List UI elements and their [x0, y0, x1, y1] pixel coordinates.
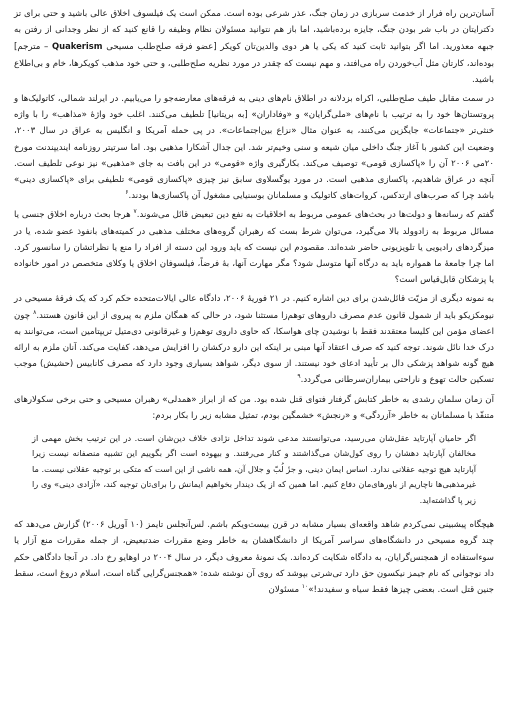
paragraph-2: در سمت مقابل طیف صلح‌طلبی، اکراه بزدلانه در اطلاق نام‌های دینی به فرقه‌های معارضه‌جو را می‌یابیم. در ایرلند شمالی، کاتولیک‌ها و پروتستان‌ها خود را به ترتیب با نام‌های «ملی‌گرایان» و «وفاداران» [به بریتانیا] تلطیف می‌کنند. اغلب خود واژهٔ «مذاهب» را با واژه خنثی‌تر «جتماعات» جایگزین می‌کنند، به عنوان مثال «نزاع بین‌اجتماعات». در پی حمله آمریکا و انگلیس به عراق در سال ۲۰۰۳، وضعیت این کشور با آغاز جنگ داخلی میان شیعه و سنی وخیم‌تر شد. این جدال آشکارا مذهبی بود. اما سرتیتر روزنامه ایندیپندنت مورخ ۲۰می ۲۰۰۶ آن را «پاکسازی قومی» توصیف می‌کند. بکارگیری واژه «قومی» در این بافت به جای «مذهبی» نیز نوعی تلطیف است. آنچه در عراق شاهدیم، پاکسازی مذهبی است. در مورد یوگسلاوی سابق نیز چیزی «پاکسازی قومی» تلطیفی برای «پاکسازی دینی» باشد چرا که صرب‌های ارتدکس، کروات‌های کاتولیک و مسلمانان بوسنیایی مشغول آن پاکسازی‌ها بودند.$^۶$ — [14, 94, 494, 202]
footnote-marker: ۱۰ — [301, 583, 309, 591]
paragraph-3: گفتم که رسانه‌ها و دولت‌ها در بحث‌های عمومی مربوط به اخلاقیات به نفع دین تبعیض قائل می‌شوند.$^۷$ هرجا بحث درباره اخلاق جنسی یا مسائل مربوط به زادوولد بالا می‌گیرد، می‌توان شرط بست که رهبران گروه‌های مختلف مذهبی در کمیته‌های بانفوذ عضو شده، یا در میزگردهای رادیویی یا تلویزیونی حاضر شده‌اند. مقصودم این نیست که باید ورود این دسته از افراد را منع یا نظراتشان را سانسور کرد. اما چرا جامعهٔ ما همواره باید به درگاه آنها متوسل شود؟ مگر مهارت آنها، بهٔ فرضاً، فیلسوفان اخلاق یا وکلای متخصص در امور خانواده یا پزشکان قابل‌قیاس است؟ — [14, 208, 494, 286]
quakerism-term: Quakerism — [52, 41, 103, 52]
paragraph-4: به نمونه دیگری از مزیّت قائل‌شدن برای دین اشاره کنیم. در ۲۱ فوریهٔ ۲۰۰۶، دادگاه عالی ایالات‌متحده حکم کرد که یک فرقهٔ مسیحی در نیومکزیکو باید از شمول قانون عدم مصرف داروهای توهم‌زا مستثنا شود، در حالی که همگان ملزم به پیروی از این قانون هستند.$^۸$ چون اعضای مؤمن این کلیسا معتقدند فقط با نوشیدن چای هواسکا، که حاوی داروی توهم‌زا و غیرقانونی دی‌متیل تریپتامین است، می‌توانند به درک خدا نائل شوند. توجه کنید که صرف اعتقاد آنها مبنی بر اینکه این دارو درکشان را افزایش می‌دهد، کفایت می‌کند. آنان ملزم به ارائه هیچ گونه شواهد پزشکی دال بر تأیید ادعای خود نیستند. از سوی دیگر، شواهد بسیاری وجود دارد که مصرف کانابیس (حشیش) موجب تسکین حالت تهوع و ناراحتی بیماران‌سرطانی می‌گردد.$^۹$ — [14, 294, 495, 386]
block-quote: اگر حامیان آپارتاید عقل‌شان می‌رسید، می‌توانستند مدعی شوند تداخل نژادی خلاف دین‌شان است. در این ترتیب بخش مهمی از مخالفان آپارتاید دهشان را روی کول‌شان می‌گذاشتند و کنار می‌رفتند. و بیهوده است اگر بگوییم این تشبیه منصفانه نیست زیرا آپارتاید هیچ توجیه عقلانی ندارد. اساس ایمان دینی، و جزٔ لُبّ و جلال آن، همه ناشی از این است که متکی بر توجیه عقلانی نیست. ما غیرمذهبی‌ها ناچاریم از باورهای‌مان دفاع کنیم. اما همین که از یک دیندار بخواهیم ایمانش را برای‌تان توجیه کند، «آزادی دینی» وی را زیر پا گذاشته‌اید. — [32, 433, 476, 505]
paragraph-6: هیچگاه پیشبینی نمی‌کردم شاهد واقعه‌ای بسیار مشابه در قرن بیست‌ویکم باشم. لس‌آنجلس تایمز (۱۰ آوریل ۲۰۰۶) گزارش می‌دهد که چند گروه مسیحی در دانشگاه‌های سراسر آمریکا از دانشگاهشان به خاطر وضع مقررات ضدتبعیض، از جمله مقررات منع آزار یا سوءاستفاده از همجنس‌گرایان، به دادگاه شکایت کرده‌اند. یک نمونهٔ معروف دیگر، در سال ۲۰۰۴ در اوهایو رخ داد. در آنجا دادگاهی حکم داد نوجوانی که نام جیمز نیکسون حق دارد تی‌شرتی بپوشد که روی آن نوشته شده: «همجنس‌گرایی گناه است، اسلام دروغ است، سقط جنین قتل است. بعضی چیزها فقط سیاه و سفیدند!»$^{۱۰}$ مسئولان — [14, 520, 494, 595]
footnote-marker: ۸ — [33, 308, 37, 316]
paragraph-5: آن زمان سلمان رشدی به خاطر کتابش گرفتار فتوای قتل شده بود. من که از ابراز «همدلی» رهبران مسیحی و حتی برخی سکولارهای متنفّذ با مسلمانان به خاطر «آزردگی» و «رنجش» خشمگین بودم، تمثیل مشابه زیر را بکار بردم: — [14, 394, 494, 421]
paragraph-1: آسان‌ترین راه فرار از خدمت سربازی در زمان جنگ، عذر شرعی بوده است. ممکن است یک فیلسوف اخلاق عالی باشید و حتی برای تز دکترایتان در باب شر بودن جنگ، جایزه برده‌باشید، اما باز هم نتوانید مسئولان نظام وظیفه را قانع کنید که از نظر وجدانی از رفتن به جبهه معذورید. اما اگر بتوانید ثابت کنید که یکی یا هر دوی والدین‌تان کویکر [عضو فرقه صلح‌طلب مسیحی Quakerism – مترجم] بوده‌اند، کارتان مثل آب‌خوردن راه می‌افتد، و مهم نیست که چقدر در مورد نظریه صلح‌طلبی، و حتی خود مذهب کویکرها، خام و بی‌اطلاع باشید. — [14, 9, 495, 85]
footnote-marker: ۶ — [125, 189, 129, 197]
footnote-marker: ۷ — [133, 208, 137, 216]
footnote-marker: ۹ — [297, 373, 301, 381]
